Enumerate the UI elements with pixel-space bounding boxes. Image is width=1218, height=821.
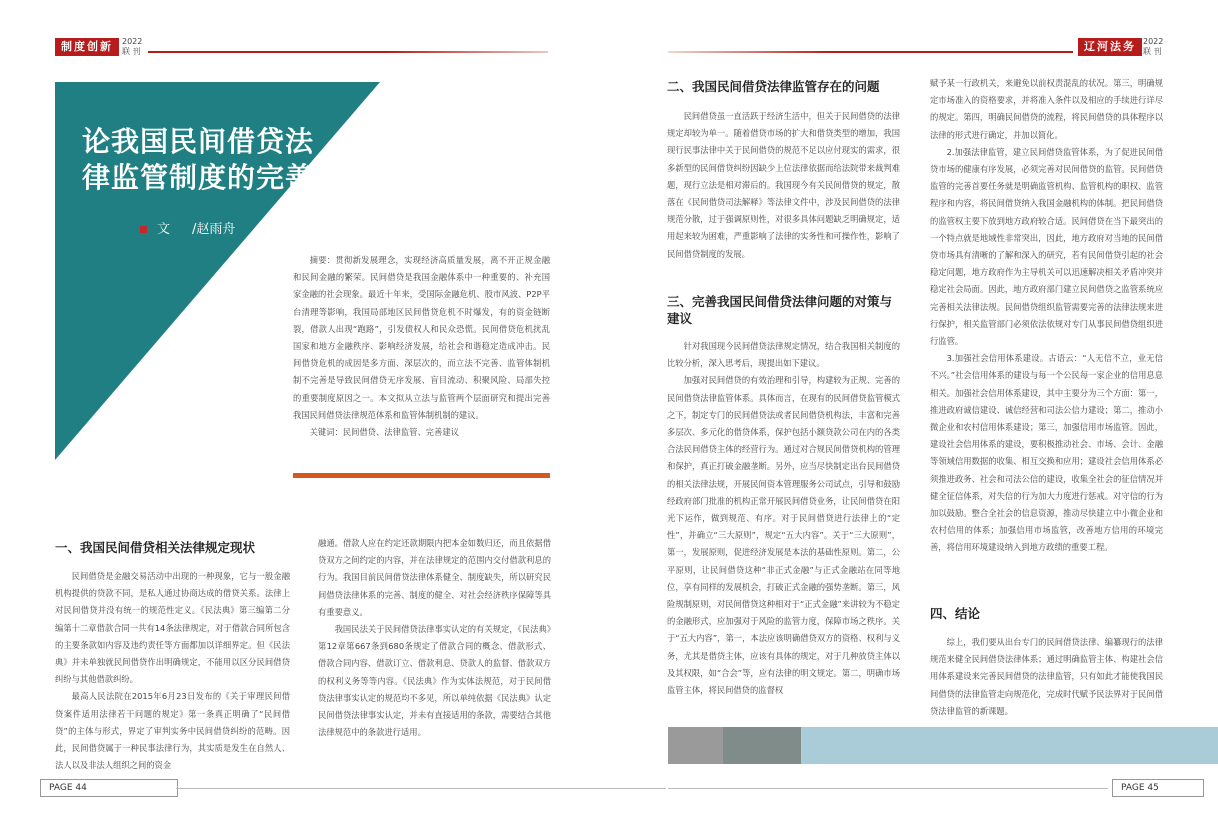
section1-heading: 一、我国民间借贷相关法律规定现状: [55, 540, 256, 555]
section3-heading-line1: 三、完善我国民间借贷法律问题的对策与: [667, 294, 893, 309]
paragraph: 融通。借款人应在约定还款期限内把本金如数归还，而且依据借贷双方之间约定的内容，并在法律规定的范围内交付借款利息的行为。我国目前民间借贷法律体系健全、制度缺失，所以研究民间借贷法律体系的完善、制度的健全、对社会经济秩序保障等具有重要意义。: [318, 538, 551, 617]
section1-col1: [55, 568, 290, 774]
footer-rule-left: [176, 788, 666, 789]
paragraph: 针对我国现今民间借贷法律规定情况，结合我国相关制度的比较分析，深入思考后，现提出如下建议。: [667, 341, 900, 369]
paragraph: 2.加强法律监管，建立民间借贷监管体系，为了促进民间借贷市场的健康有序发展，必须完善对民间借贷的监管。民间借贷监管的完善首要任务就是明确监管机构、监管机构的职权、监管程序和内容，将民间借贷纳入我国金融机构的体制。把民间借贷的监管权主要下放到地方政府较合适。民间借贷在当下最突出的一个特点就是地域性非常突出，因此，地方政府对当地的民间借贷市场具有清晰的了解和深入的研究，若有民间借贷引起的社会稳定问题，地方政府作为主导机关可以迅速解决相关矛盾冲突并稳定社会局面。因此，地方政府部门建立民间借贷之监管系统应完善相关法律法规。民间借贷组织监管需要完善的法律法规来进行保护，相关监管部门必须依法依规对专门从事民间借贷组织进行监管。: [930, 146, 1163, 347]
paragraph: 综上，我们要从出台专门的民间借贷法律、编纂现行的法律规范来健全民间借贷法律体系；通过明确监管主体、构建社会信用体系建设来完善民间借贷的法律监管，只有如此才能使我国民间借贷的法律监管走向规范化，完成时代赋予民法界对于民间借贷法律监管的新课题。: [930, 637, 1163, 716]
header-rule-left: [148, 51, 548, 53]
keywords-text: 关键词：民间借贷、法律监管、完善建议: [309, 427, 459, 438]
section3-col2: [930, 75, 1163, 557]
section4-body: [930, 634, 1163, 720]
section3-heading: [667, 293, 907, 327]
article-title-line1: 论我国民间借贷法: [82, 125, 315, 158]
abstract-block: [293, 252, 550, 441]
header-issue-right: 联 刊: [1143, 47, 1162, 56]
abstract-text: 摘要：贯彻新发展理念，实现经济高质量发展，离不开正规金融和民间金融的繁荣。民间借贷是我国金融体系中一种重要的、补充国家金融的社会现象。最近十年来，受国际金融危机、股市风波、P2P平台清理等影响，我国局部地区民间借贷危机不时爆发，有的资金链断裂，借款人出现“跑路”，引发债权人和民众恐慌。民间借贷危机扰乱国家和地方金融秩序、影响经济发展，给社会和谐稳定造成冲击。民间借贷危机的成因是多方面、深层次的，而立法不完善、监管体制机制不完善是导致民间借贷无序发展、盲目流动、积聚风险、局部失控的重要制度原因之一。本文拟从立法与监管两个层面研究和提出完善我国民间借贷法律规范体系和监管体制机制的建议。: [293, 255, 550, 420]
page-number-left: PAGE 44: [40, 779, 178, 797]
section-badge-left: 制度创新: [55, 38, 119, 56]
author-name: /赵雨舟: [192, 222, 236, 237]
section1-col2: [318, 535, 551, 741]
decor-block-gray2: [723, 727, 801, 764]
page-number-right: PAGE 45: [1112, 779, 1204, 797]
section-badge-right: 辽河法务: [1078, 38, 1142, 56]
paragraph: 民间借贷虽一直活跃于经济生活中，但关于民间借贷的法律规定却较为单一。随着借贷市场的扩大和借贷类型的增加，我国现行民事法律中关于民间借贷的规范不足以应付现实的需求，很多新型的民间借贷纠纷因缺少上位法律依据而给法院带来裁判难题，现行立法是相对滞后的。我国现今有关民间借贷的规定，散落在《民间借贷司法解释》等法律文件中，涉及民间借贷的法律规范分散，过于强调原则性，对很多具体问题缺乏明确规定，适用起来较为困难，严重影响了法律的实务性和可操作性，影响了民间借贷制度的发展。: [667, 111, 900, 259]
footer-rule-right: [668, 788, 1108, 789]
paragraph: 民间借贷是金融交易活动中出现的一种现象，它与一般金融机构提供的贷款不同，是私人通过协商达成的借贷关系。法律上对民间借贷并没有统一的规范性定义。《民法典》第三编第二分编第十二章借款合同一共有14条法律规定，对于借款合同所包含的主要条款如内容及违约责任等方面都加以详细界定。但《民法典》并未单独就民间借贷作出明确规定，不能用以区分民间借贷纠纷与其他借款纠纷。: [55, 571, 290, 685]
section4-heading: 四、结论: [930, 606, 981, 621]
section3-col1: [667, 338, 900, 699]
header-issue-left: 联 刊: [122, 47, 141, 56]
decor-block-gray1: [668, 727, 723, 764]
header-rule-right: [668, 51, 1073, 53]
section3-heading-line2: 建议: [667, 311, 693, 326]
header-year-right: 2022: [1143, 37, 1164, 46]
section2-heading: 二、我国民间借贷法律监管存在的问题: [667, 79, 880, 94]
paragraph: 我国民法关于民间借贷法律事实认定的有关规定，《民法典》第12章第667条到680条规定了借款合同的概念、借款形式、借款合同内容、借款订立、借款利息、贷款人的监督、借款双方的权利义务等等内容。《民法典》作为实体法规范，对于民间借贷法律事实认定的规范均不多见，所以单纯依据《民法典》认定民间借贷法律事实认定，并未有直接适用的条款，需要结合其他法律规范中的条款进行适用。: [318, 624, 551, 738]
paragraph: 3.加强社会信用体系建设。古语云：“人无信不立，业无信不兴。”社会信用体系的建设与每一个公民每一家企业的信用息息相关。加强社会信用体系建设，其中主要分为三个方面：第一，推进政府诚信建设、诚信经营和司法公信力建设；第二，推动小微企业和农村信用体系建设；第三，加强信用市场监管。因此，建设社会信用体系的建设，要积极推动社会、市场、会计、金融等领域信用数据的收集、相互交换和应用；建设社会信用体系必须推进政务、社会和司法公信的建设，收集全社会的征信情况并健全征信体系，对失信的行为加大力度进行惩戒。对守信的行为加以鼓励。整合全社会的信息资源，推动尽快建立中小微企业和农村信用的体系；加强信用市场监管，改善地方信用的环境完善，将信用环境建设纳入到地方政绩的重要工程。: [930, 353, 1163, 553]
author-bullet: [140, 226, 147, 233]
author-line: [140, 218, 235, 237]
decor-block-blue: [801, 727, 1218, 764]
header-year-left: 2022: [122, 37, 143, 46]
paragraph: 赋予某一行政机关，来避免以前权责混乱的状况。第三，明确规定市场准入的资格要求，并将准入条件以及相应的手续进行详尽的规定。第四，明确民间借贷的流程，将民间借贷的具体程序以法律的形式进行确定，并加以简化。: [930, 78, 1163, 140]
author-prefix: 文: [157, 222, 171, 237]
section2-body: [667, 108, 900, 263]
paragraph: 加强对民间借贷的有效治理和引导，构建较为正规、完善的民间借贷法律监管体系。具体而言，在现有的民间借贷监管模式之下，制定专门的民间借贷法或者民间借贷机构法，丰富和完善多层次、多元化的借贷体系，保护包括小额贷款公司在内的各类合法民间借贷主体的经营行为。通过对合规民间借贷机构的管理和保护，真正打破金融垄断。另外，应当尽快制定出台民间借贷的相关法律法规，开展民间资本管理服务公司试点，引导和鼓励经政府部门批准的机构正常开展民间借贷业务，让民间借贷在阳光下运作，做到规范、有序。对于民间借贷进行法律上的“定性”，并确立“三大原则”，规定“五大内容”。关于“三大原则”，第一，发展原则，促进经济发展是本法的基础性原则。第二，公平原则，让民间借贷这种“非正式金融”与正式金融站在同等地位，享有同样的发展机会，打破正式金融的强势垄断。第三，风险规制原则，对民间借贷这种相对于“正式金融”来讲较为不稳定的金融形式，应加强对于风险的监管力度，保障市场之秩序。关于“五大内容”，第一，本法应该明确借贷双方的资格、权利与义务，尤其是借贷主体，应该有具体的规定，对于几种放贷主体以及其权限，如“合会”等，应有法律的明文规定。第二，明确市场监管主体，将民间借贷的监督权: [667, 375, 900, 696]
paragraph: 最高人民法院在2015年6月23日发布的《关于审理民间借贷案件适用法律若干问题的规定》第一条真正明确了“民间借贷”的主体与形式，界定了审判实务中民间借贷纠纷的范畴。因此，民间借贷属于一种民事法律行为，其实质是发生在自然人、法人以及非法人组织之间的资金: [55, 691, 290, 771]
article-title-line2: 律监管制度的完善: [82, 161, 315, 194]
abstract-orange-bar: [293, 473, 550, 478]
